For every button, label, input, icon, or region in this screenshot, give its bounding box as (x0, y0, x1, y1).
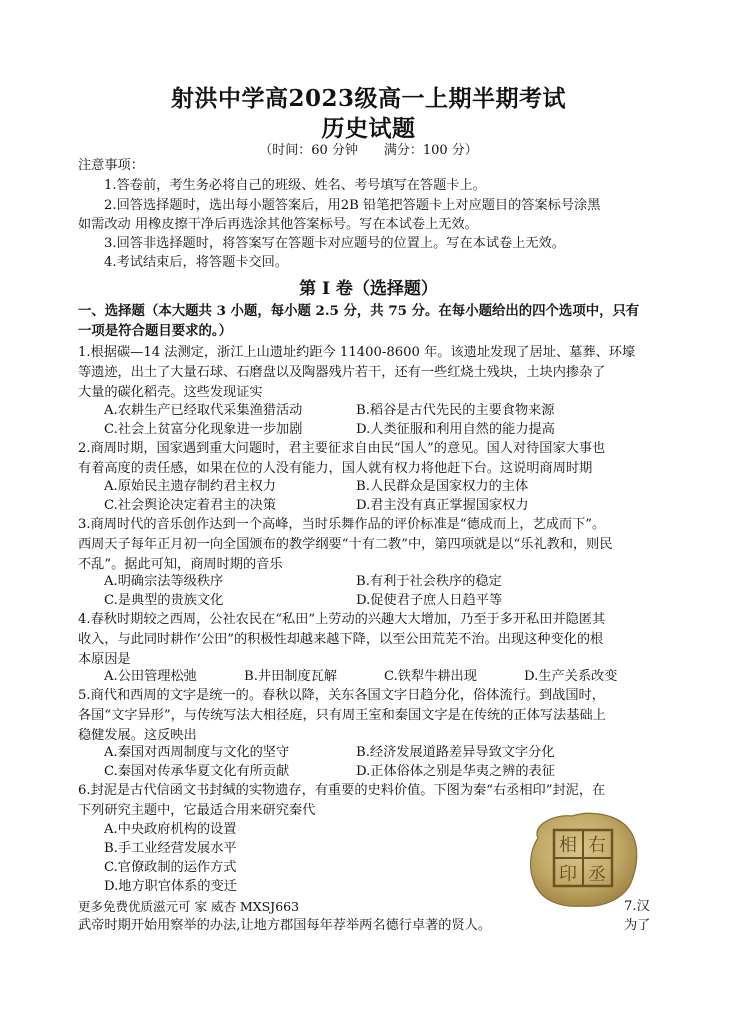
question-line: 本原因是 (78, 652, 131, 667)
question-4 (78, 610, 663, 670)
question-line: 大量的碳化稻壳。这些发现证实 (78, 385, 263, 400)
seal-char: 右 (588, 835, 606, 856)
question-line: 收入，与此同时耕作‘公田”的积极性却越来越下降，以至公田荒芜不治。出现这种变化的根 (78, 632, 604, 647)
section-title: 第 I 卷（选择题） (299, 279, 438, 299)
question-line: 2.商周时期，国家遇到重大问题时，君主要征求自由民“国人”的意见。国人对待国家大事也 (78, 441, 606, 456)
option-c: C.是典型的贵族文化 (104, 593, 224, 608)
question-7-number: 7.汉 (624, 899, 650, 914)
option-b: B.有利于社会秩序的稳定 (356, 574, 502, 589)
option-d: D.君主没有真正掌握国家权力 (356, 498, 529, 513)
question-line: 4.春秋时期较之西周，公社农民在“私田”上劳动的兴趣大大增加，乃至于多开私田并隐匿其 (78, 612, 606, 627)
option-a: A.原始民主遗存制约君主权力 (104, 479, 276, 494)
question-line: 3.商周时代的音乐创作达到一个高峰，当时乐舞作品的评价标准是“德成而上，艺成而下”。 (78, 517, 606, 532)
question-line: 有着高度的责任感，如果在位的人没有能力，国人就有权力将他赶下台。这说明商周时期 (78, 461, 593, 476)
question-5 (78, 686, 663, 746)
seal-char: 印 (559, 864, 577, 885)
option-d: D.人类征服和利用自然的能力提高 (356, 422, 555, 437)
option-d: D.促使君子庶人日趋平等 (356, 593, 503, 608)
section-instructions (78, 301, 663, 341)
question-line: 6.封泥是古代信函文书封缄的实物遗存，有重要的史料价值。下图为秦“右丞相印”封泥，在 (78, 783, 606, 798)
option-b: B.经济发展道路差异导致文字分化 (356, 745, 555, 760)
option-d: D.地方职官体系的变迁 (104, 879, 237, 894)
question-line: 各国“文字异形”，与传统写法大相径庭，只有周王室和秦国文字是在传统的正体写法基础上 (78, 708, 606, 723)
notice-heading: 注意事项： (78, 158, 144, 173)
notice-item: 1.答卷前，考生务必将自己的班级、姓名、考号填写在答题卡上。 (104, 178, 486, 193)
option-c: C.官僚政制的运作方式 (104, 860, 237, 875)
notice-item: 2.回答选择题时，选出每小题答案后，用2B 铅笔把答题卡上对应题目的答案标号涂黑 (104, 198, 601, 213)
question-1 (78, 343, 663, 403)
option-b: B.人民群众是国家权力的主体 (356, 479, 529, 494)
option-d: D.生产关系改变 (524, 669, 618, 684)
notice-item: 如需改动 用橡皮擦干净后再选涂其他答案标号。写在本试卷上无效。 (78, 217, 478, 232)
question-line: 稳健发展。这反映出 (78, 728, 197, 743)
question-line: 不乱”。据此可知，商周时期的音乐 (78, 557, 283, 572)
option-a: A.中央政府机构的设置 (104, 822, 237, 837)
option-b: B.井田制度瓦解 (244, 669, 338, 684)
option-d: D.正体俗体之别是华夷之辨的表征 (356, 764, 555, 779)
seal-char: 相 (559, 835, 577, 856)
seal-char: 丞 (588, 864, 606, 885)
option-c: C.秦国对传承华夏文化有所贡献 (104, 764, 290, 779)
question-line: 等遗迹，出土了大量石球、石磨盘以及陶器残片若干，还有一些红烧土残块，土块内掺杂了 (78, 365, 606, 380)
time-info: （时间：60 分钟 满分：100 分） (259, 143, 478, 158)
question-line: 西周天子每年正月初一向全国颁布的教学纲要“十有二教”中，第四项就是以“乐礼教和，则民 (78, 537, 613, 552)
option-c: C.社会舆论决定着君主的决策 (104, 498, 277, 513)
question-7-tail: 为了 (624, 918, 651, 933)
option-a: A.秦国对西周制度与文化的坚守 (104, 745, 290, 760)
question-line: 下列研究主题中，它最适合用来研究秦代 (78, 803, 316, 818)
question-3 (78, 515, 663, 575)
footer-ad: 更多免费优质滋元可 家 威杏 MXSJ663 (78, 899, 300, 914)
option-a: A.公田管理松弛 (104, 669, 197, 684)
question-2 (78, 439, 663, 479)
question-7-line: 武帝时期开始用察举的办法,让地方郡国每年荐举两名德行卓著的贤人。 (78, 918, 492, 933)
option-c: C.社会上贫富分化现象进一步加剧 (104, 422, 303, 437)
option-c: C.铁犁牛耕出现 (384, 669, 477, 684)
exam-title: 射洪中学高2023级高一上期半期考试 (170, 85, 566, 112)
option-b: B.手工业经营发展水平 (104, 841, 237, 856)
section-instr-line: 一、选择题（本大题共 3 小题，每小题 2.5 分，共 75 分。在每小题给出的四个选项中，只有 (78, 303, 640, 319)
option-b: B.稻谷是古代先民的主要食物来源 (356, 403, 555, 418)
option-a: A.明确宗法等级秩序 (104, 574, 224, 589)
section-instr-line: 一项是符合题目要求的。） (78, 323, 232, 339)
notice-item: 3.回答非选择题时，将答案写在答题卡对应题号的位置上。写在本试卷上无效。 (104, 236, 565, 251)
notice-item: 4.考试结束后，将答题卡交回。 (104, 255, 289, 270)
question-line: 5.商代和西周的文字是统一的。春秋以降，关东各国文字日趋分化，俗体流行。到战国时， (78, 688, 605, 703)
exam-subject: 历史试题 (321, 115, 416, 142)
question-line: 1.根据碳—14 法测定，浙江上山遗址约距今 11400-8600 年。该遗址发现了居址、墓葬、环壕 (78, 345, 636, 360)
option-a: A.农耕生产已经取代采集渔猎活动 (104, 403, 303, 418)
